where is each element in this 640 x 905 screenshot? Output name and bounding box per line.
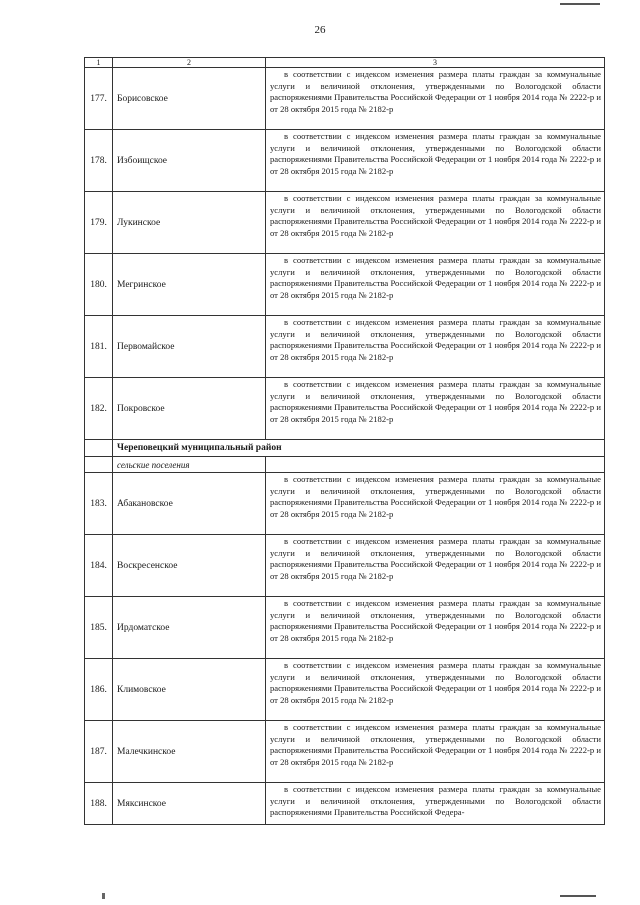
table-row [85,597,605,659]
table-row [85,473,605,535]
tariff-basis-text: в соответствии с индексом изменения размера платы граждан за коммунальные услуги и величиной отклонения, утвержденными по Вологодской области распоряжениями Правительства Российской Федерации от 1 ноября 2014 года № 2222-р и от 28 октября 2015 года № 2182-р [266,659,605,721]
settlement-name: Воскресенское [113,535,266,597]
settlements-table [84,57,605,825]
district-row [85,440,605,457]
scan-mark-bottom-left [102,893,105,899]
scan-mark-bottom-right [560,895,596,897]
row-number: 180. [85,254,113,316]
tariff-basis-text: в соответствии с индексом изменения размера платы граждан за коммунальные услуги и величиной отклонения, утвержденными по Вологодской области распоряжениями Правительства Российской Федерации от 1 ноября 2014 года № 2222-р и от 28 октября 2015 года № 2182-р [266,473,605,535]
row-number: 186. [85,659,113,721]
tariff-basis-text: в соответствии с индексом изменения размера платы граждан за коммунальные услуги и величиной отклонения, утвержденными по Вологодской области распоряжениями Правительства Российской Федерации от 1 ноября 2014 года № 2222-р и от 28 октября 2015 года № 2182-р [266,535,605,597]
settlement-name: Первомайское [113,316,266,378]
settlement-name: Ирдоматское [113,597,266,659]
settlement-name: Климовское [113,659,266,721]
district-name: Череповецкий муниципальный район [113,440,605,457]
tariff-basis-text: в соответствии с индексом изменения размера платы граждан за коммунальные услуги и величиной отклонения, утвержденными по Вологодской области распоряжениями Правительства Российской Федера- [270,784,601,818]
settlement-type-row [85,457,605,473]
table-row [85,378,605,440]
row-number: 184. [85,535,113,597]
table-row [85,130,605,192]
table-header-row [85,58,605,68]
tariff-basis-text: в соответствии с индексом изменения размера платы граждан за коммунальные услуги и величиной отклонения, утвержденными по Вологодской области распоряжениями Правительства Российской Федерации от 1 ноября 2014 года № 2222-р и от 28 октября 2015 года № 2182-р [266,721,605,783]
header-col-2: 2 [113,58,266,68]
row-number: 178. [85,130,113,192]
scan-mark-top [560,3,600,5]
row-number: 185. [85,597,113,659]
header-col-1: 1 [85,58,113,68]
row-number: 177. [85,68,113,130]
settlement-name: Избоищское [113,130,266,192]
settlement-name: Мегринское [113,254,266,316]
tariff-basis-text: в соответствии с индексом изменения размера платы граждан за коммунальные услуги и величиной отклонения, утвержденными по Вологодской области распоряжениями Правительства Российской Федерации от 1 ноября 2014 года № 2222-р и от 28 октября 2015 года № 2182-р [266,378,605,440]
table-row [85,316,605,378]
table-row [85,254,605,316]
tariff-basis-text: в соответствии с индексом изменения размера платы граждан за коммунальные услуги и величиной отклонения, утвержденными по Вологодской области распоряжениями Правительства Российской Федерации от 1 ноября 2014 года № 2222-р и от 28 октября 2015 года № 2182-р [266,597,605,659]
row-number: 183. [85,473,113,535]
row-number: 187. [85,721,113,783]
table-row [85,783,605,825]
table-row [85,192,605,254]
settlement-name: Абакановское [113,473,266,535]
tariff-basis-text: в соответствии с индексом изменения размера платы граждан за коммунальные услуги и величиной отклонения, утвержденными по Вологодской области распоряжениями Правительства Российской Федерации от 1 ноября 2014 года № 2222-р и от 28 октября 2015 года № 2182-р [266,130,605,192]
tariff-basis-text: в соответствии с индексом изменения размера платы граждан за коммунальные услуги и величиной отклонения, утвержденными по Вологодской области распоряжениями Правительства Российской Федерации от 1 ноября 2014 года № 2222-р и от 28 октября 2015 года № 2182-р [266,68,605,130]
header-col-3: 3 [266,58,605,68]
page-number: 26 [314,24,326,36]
row-number: 182. [85,378,113,440]
table-row [85,68,605,130]
settlement-type-label: сельские поселения [113,457,266,473]
settlement-name: Малечкинское [113,721,266,783]
row-number: 179. [85,192,113,254]
settlement-name: Покровское [113,378,266,440]
settlement-name: Мяксинское [113,783,266,825]
row-number: 181. [85,316,113,378]
table-row [85,535,605,597]
row-number: 188. [85,783,113,825]
tariff-basis-text: в соответствии с индексом изменения размера платы граждан за коммунальные услуги и величиной отклонения, утвержденными по Вологодской области распоряжениями Правительства Российской Федерации от 1 ноября 2014 года № 2222-р и от 28 октября 2015 года № 2182-р [266,254,605,316]
table-row [85,721,605,783]
settlement-name: Борисовское [113,68,266,130]
settlement-name: Лукинское [113,192,266,254]
tariff-basis-text: в соответствии с индексом изменения размера платы граждан за коммунальные услуги и величиной отклонения, утвержденными по Вологодской области распоряжениями Правительства Российской Федерации от 1 ноября 2014 года № 2222-р и от 28 октября 2015 года № 2182-р [266,192,605,254]
tariff-basis-text: в соответствии с индексом изменения размера платы граждан за коммунальные услуги и величиной отклонения, утвержденными по Вологодской области распоряжениями Правительства Российской Федерации от 1 ноября 2014 года № 2222-р и от 28 октября 2015 года № 2182-р [266,316,605,378]
table-row [85,659,605,721]
